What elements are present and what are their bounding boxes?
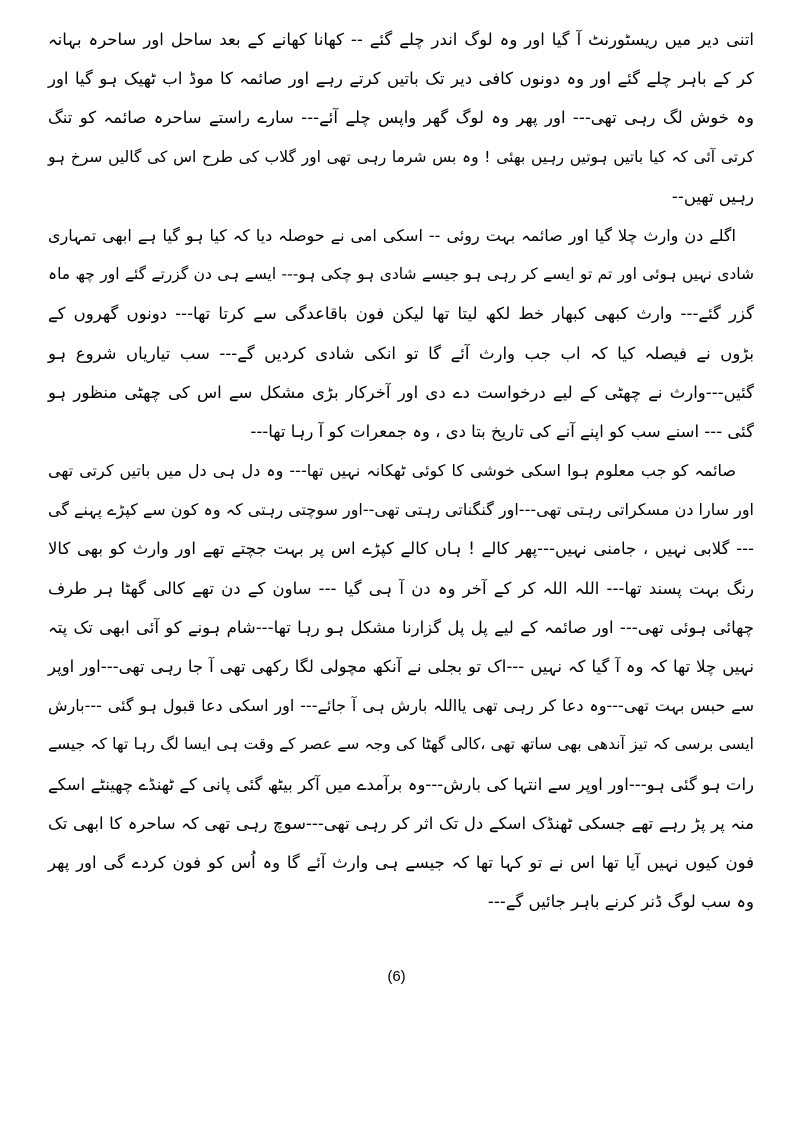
text-line: کر کے باہر چلے گئے اور وہ دونوں کافی دیر تک باتیں کرتے رہے اور صائمہ کا موڈ اب ٹھیک ہو گیا اور [48,69,754,89]
text-line: نہیں چلا تھا کہ وہ آ گیا کہ نہیں ---اک تو بجلی نے آنکھ مچولی لگا رکھی تھی آ جا رہی تھی---اور اوپر [48,657,754,676]
text-line: گئی --- اسنے سب کو اپنے آنے کی تاریخ بتا دی ، وہ جمعرات کو آ رہا تھا--- [250,421,754,441]
urdu-text-body [48,20,754,921]
text-line: چھائی ہوئی تھی--- اور صائمہ کے لیے پل پل گزارنا مشکل ہو رہا تھا---شام ہونے کو آئی ابھی تک پتہ [48,617,754,637]
text-line: رنگ بہت پسند تھا--- اللہ اللہ کر کے آخر وہ دن آ ہی گیا --- ساون کے دن تھے کالی گھٹا ہر طرف [48,578,754,598]
text-line: بڑوں نے فیصلہ کیا کہ اب جب وارث آئے گا تو انکی شادی کردیں گے--- سب تیاریاں شروع ہو [48,343,754,363]
text-line: --- گلابی نہیں ، جامنی نہیں---پھر کالے ! ہاں کالے کپڑے اس پر بہت جچتے تھے اور وارث کو بھی کالا [48,539,754,559]
text-line: کرتی آئی کہ کیا باتیں ہوتیں رہیں بھئی ! وہ بس شرما رہی تھی اور گلاب کی طرح اس کی گالیں سرخ ہو [48,147,754,166]
text-line: اور سارا دن مسکراتی رہتی تھی---اور گنگناتی رہتی تھی--اور سوچتی رہتی کہ وہ کون سے کپڑے پہنے گی [48,500,754,520]
text-line: وہ خوش لگ رہی تھی--- اور پھر وہ لوگ گھر واپس چلے آئے--- سارے راستے ساحرہ صائمہ کو تنگ [48,108,754,128]
text-line: سے حبس بہت تھی---وہ دعا کر رہی تھی یااللہ بارش ہی آ جائے--- اور اسکی دعا قبول ہو گئی ---بارش [48,696,754,716]
text-line: منہ پر پڑ رہے تھے جسکی ٹھنڈک اسکے دل تک اثر کر رہی تھی---سوچ رہی تھی کہ ساحرہ کا ابھی تک [48,813,754,833]
text-line: گئیں---وارث نے چھٹی کے لیے درخواست دے دی اور آخرکار بڑی مشکل سے اس کی چھٹی منظور ہو [48,382,754,402]
paragraph [48,451,754,921]
text-line: شادی نہیں ہوئی اور تم تو ایسے کر رہی ہو جیسے شادی ہو چکی ہو--- ایسے ہی دن گزرتے گئے اور چھ ماہ [48,265,754,284]
text-line: گزر گئے--- وارث کبھی کبھار خط لکھ لیتا تھا لیکن فون باقاعدگی سے کرتا تھا--- دونوں گھروں کے [48,304,754,324]
text-line: ایسی برسی کہ تیز آندھی بھی ساتھ تھی ،کالی گھٹا کی وجہ سے عصر کے وقت ہی ایسا لگ رہا تھا کہ جیسے [48,735,754,754]
page-number: (6) [387,968,406,985]
text-line: صائمہ کو جب معلوم ہوا اسکی خوشی کا کوئی ٹھکانہ نہیں تھا--- وہ دل ہی دل میں باتیں کرتی تھی [48,461,736,481]
paragraph [48,20,754,216]
text-line: رہیں تھیں-- [671,186,754,206]
text-line: اگلے دن وارث چلا گیا اور صائمہ بہت روئی -- اسکی امی نے حوصلہ دیا کہ کیا ہو گیا ہے ابھی تمہاری [48,225,736,245]
text-line: وہ سب لوگ ڈنر کرنے باہر جائیں گے--- [487,892,754,912]
text-line: رات ہو گئی ہو---اور اوپر سے انتہا کی بارش---وہ برآمدے میں آکر بیٹھ گئی پانی کے ٹھنڈے چھینٹے اسکے [48,774,754,794]
paragraph [48,216,754,451]
text-line: اتنی دیر میں ریسٹورنٹ آ گیا اور وہ لوگ اندر چلے گئے -- کھانا کھانے کے بعد ساحل اور ساحرہ بہانہ [48,30,754,49]
text-line: فون کیوں نہیں آیا تھا اس نے تو کہا تھا کہ جیسے ہی وارث آئے گا وہ اُس کو فون کردے گی اور پھر [48,852,754,872]
